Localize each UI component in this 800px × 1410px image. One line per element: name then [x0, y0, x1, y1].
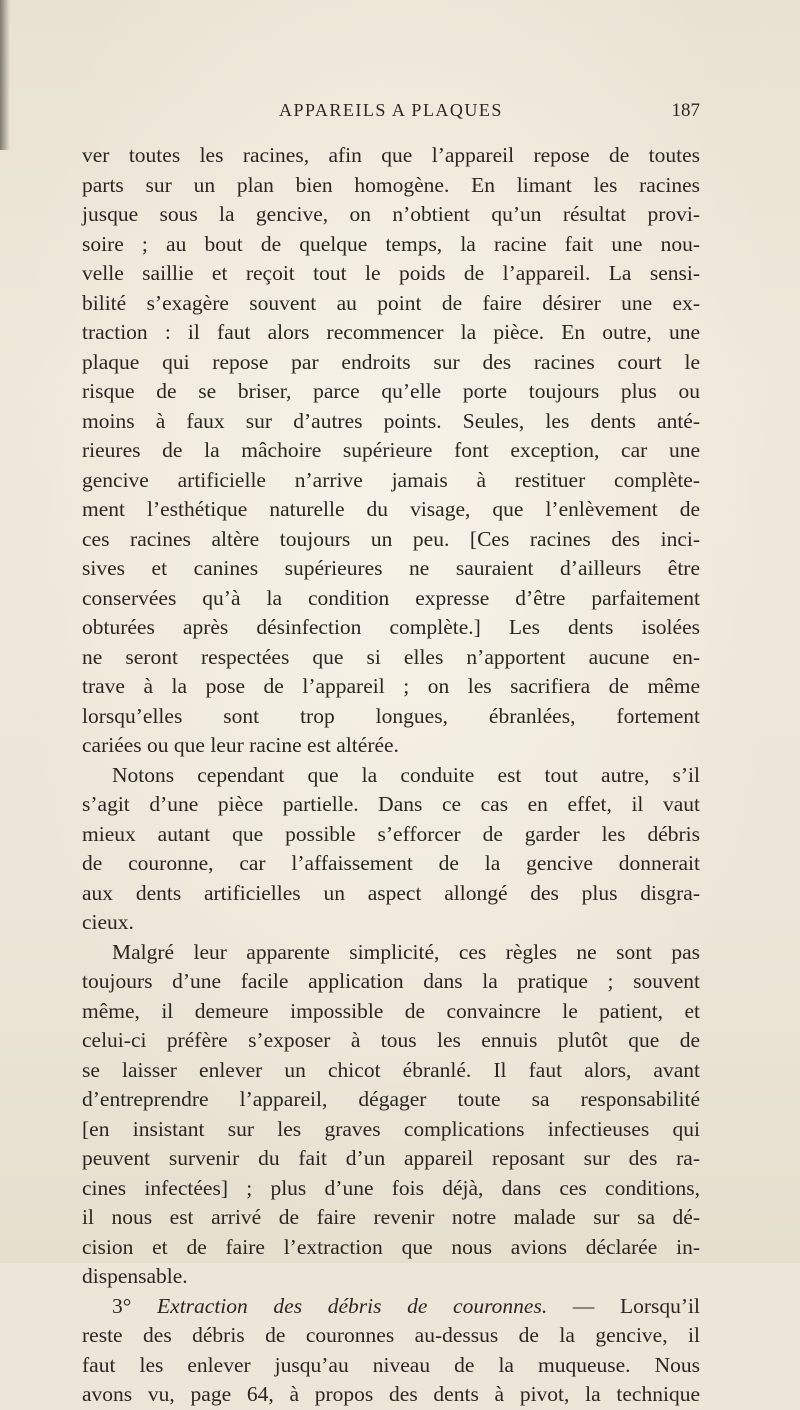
text-line: sives et canines supérieures ne sauraient d’ailleurs être	[82, 556, 700, 580]
text-line: rieures de la mâchoire supérieure font exception, car une	[82, 438, 700, 462]
text-line: cision et de faire l’extraction que nous avions déclarée in-	[82, 1234, 700, 1259]
text-line: plaque qui repose par endroits sur des racines court le	[82, 349, 700, 374]
body-text	[82, 141, 700, 1410]
text-line: gencive artificielle n’arrive jamais à restituer complète-	[82, 467, 700, 492]
text-line: ment l’esthétique naturelle du visage, que l’enlèvement de	[82, 497, 700, 521]
text-line: moins à faux sur d’autres points. Seules, les dents anté-	[82, 408, 700, 433]
running-head	[82, 100, 700, 124]
section-heading-rest: — Lorsqu’il	[547, 1293, 701, 1318]
text-line: traction : il faut alors recommencer la pièce. En outre, une	[82, 320, 700, 344]
text-line: faut les enlever jusqu’au niveau de la muqueuse. Nous	[82, 1352, 700, 1377]
text-line: lorsqu’elles sont trop longues, ébranlées, fortement	[82, 703, 700, 728]
text-line: même, il demeure impossible de convaincre le patient, et	[82, 998, 700, 1023]
text-line-paragraph-end: cariées ou que leur racine est altérée.	[82, 733, 399, 757]
text-line: aux dents artificielles un aspect allongé des plus disgra-	[82, 880, 700, 905]
section-title: Extraction des débris de couronnes.	[157, 1293, 548, 1318]
text-line: de couronne, car l’affaissement de la gencive donnerait	[82, 851, 700, 875]
text-line: se laisser enlever un chicot ébranlé. Il faut alors, avant	[82, 1057, 700, 1082]
text-line: jusque sous la gencive, on n’obtient qu’un résultat provi-	[82, 202, 700, 226]
page-number: 187	[671, 100, 700, 121]
text-line: trave à la pose de l’appareil ; on les sacrifiera de même	[82, 674, 700, 698]
text-line: risque de se briser, parce qu’elle porte toujours plus ou	[82, 379, 700, 403]
text-line: reste des débris de couronnes au-dessus de la gencive, il	[82, 1323, 700, 1347]
text-line: parts sur un plan bien homogène. En limant les racines	[82, 172, 700, 197]
text-line: [en insistant sur les graves complications infectieuses qui	[82, 1116, 700, 1141]
running-title: APPAREILS A PLAQUES	[279, 100, 503, 120]
text-line-paragraph-start: Notons cependant que la conduite est tout autre, s’il	[112, 762, 700, 787]
page-edge-shadow	[0, 0, 10, 150]
section-heading-line	[82, 1292, 700, 1322]
text-line: celui-ci préfère s’exposer à tous les ennuis plutôt que de	[82, 1028, 700, 1052]
text-line: ver toutes les racines, afin que l’appareil repose de toutes	[82, 143, 700, 167]
section-number: 3°	[112, 1293, 132, 1318]
text-line: s’agit d’une pièce partielle. Dans ce cas en effet, il vaut	[82, 792, 700, 816]
text-line: bilité s’exagère souvent au point de faire désirer une ex-	[82, 290, 700, 315]
text-line: mieux autant que possible s’efforcer de garder les débris	[82, 821, 700, 846]
text-line-paragraph-end: dispensable.	[82, 1264, 188, 1288]
text-line: soire ; au bout de quelque temps, la racine fait une nou-	[82, 231, 700, 256]
text-line: toujours d’une facile application dans la pratique ; souvent	[82, 969, 700, 993]
text-line: avons vu, page 64, à propos des dents à pivot, la technique	[82, 1382, 700, 1406]
text-line: peuvent survenir du fait d’un appareil reposant sur des ra-	[82, 1146, 700, 1170]
text-line: ne seront respectées que si elles n’apportent aucune en-	[82, 644, 700, 669]
text-line: obturées après désinfection complète.] Les dents isolées	[82, 615, 700, 639]
text-line: ces racines altère toujours un peu. [Ces racines des inci-	[82, 526, 700, 551]
text-line: il nous est arrivé de faire revenir notre malade sur sa dé-	[82, 1205, 700, 1229]
text-line: d’entreprendre l’appareil, dégager toute sa responsabilité	[82, 1087, 700, 1111]
text-line: conservées qu’à la condition expresse d’être parfaitement	[82, 585, 700, 610]
text-line-paragraph-end: cieux.	[82, 910, 134, 934]
text-line-paragraph-start: Malgré leur apparente simplicité, ces règles ne sont pas	[112, 939, 700, 964]
text-line: velle saillie et reçoit tout le poids de l’appareil. La sensi-	[82, 261, 700, 285]
text-line: cines infectées] ; plus d’une fois déjà, dans ces conditions,	[82, 1175, 700, 1200]
